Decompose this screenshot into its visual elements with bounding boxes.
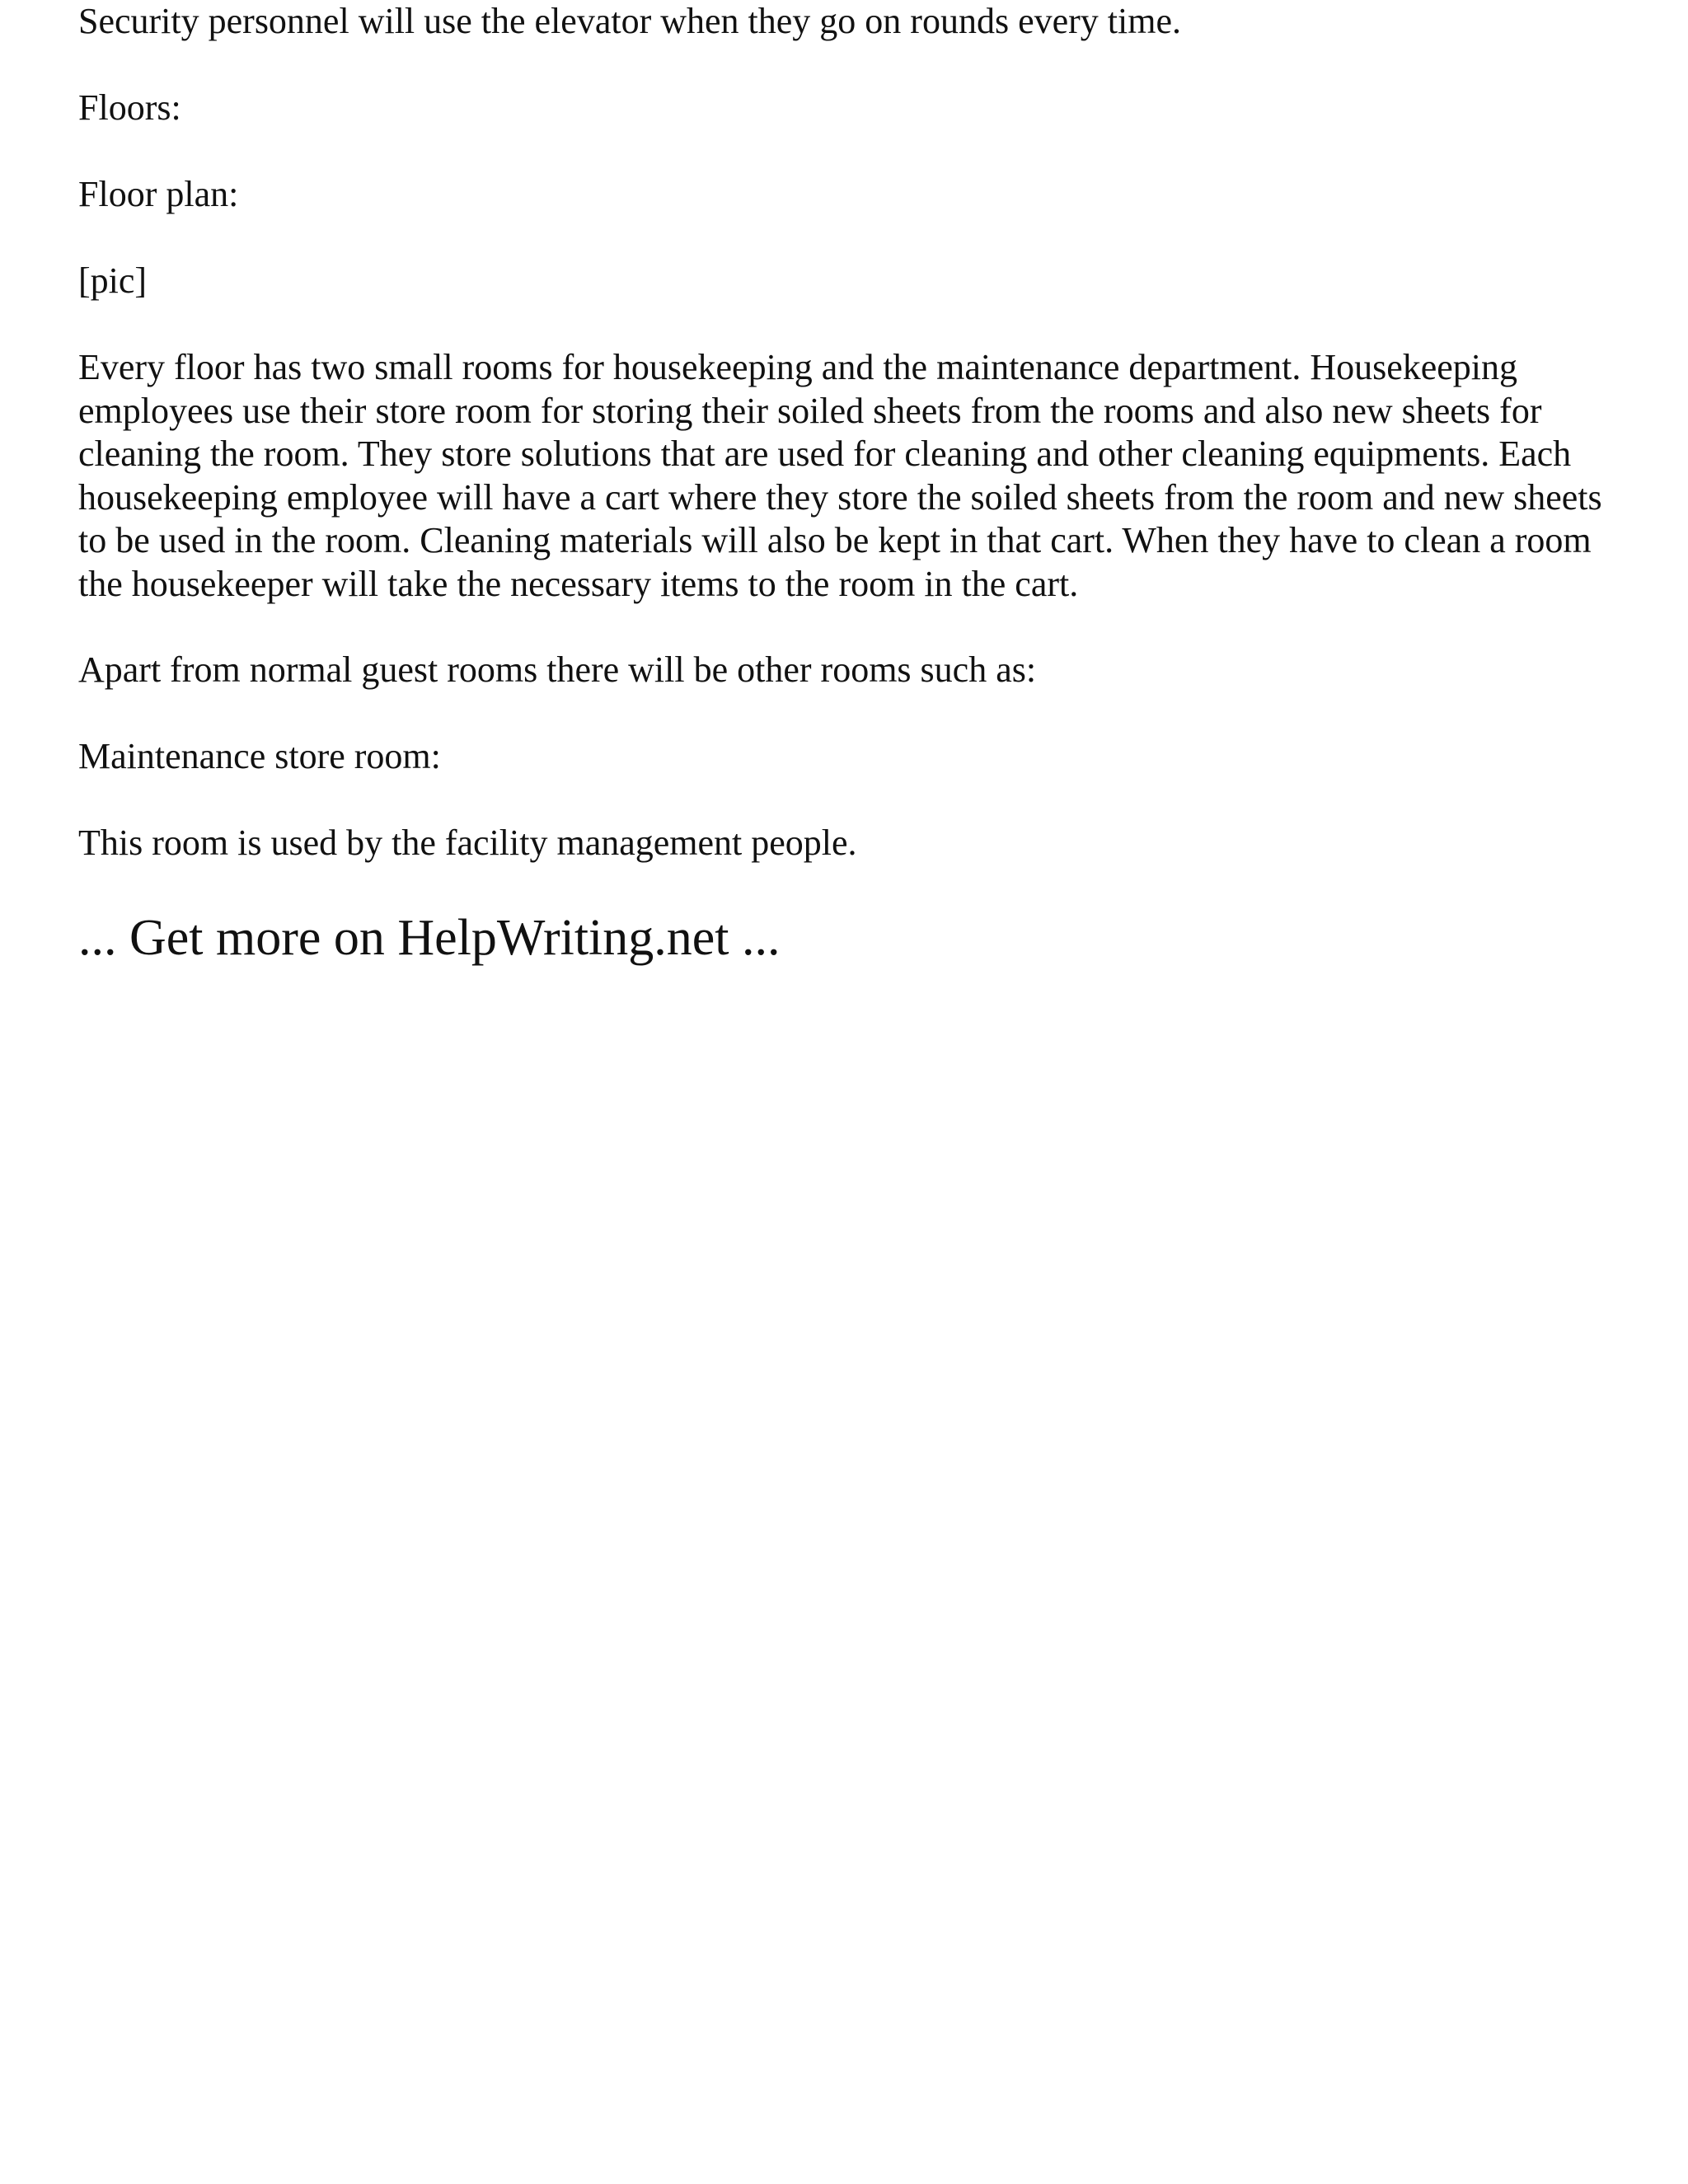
get-more-link[interactable]: ... Get more on HelpWriting.net ... (78, 910, 781, 966)
paragraph-maintenance-store-room-heading: Maintenance store room: (78, 736, 441, 776)
paragraph-floors-heading: Floors: (78, 87, 181, 128)
paragraph-security: Security personnel will use the elevator when they go on rounds every time. (78, 1, 1181, 41)
paragraph-floor-plan-heading: Floor plan: (78, 174, 239, 214)
paragraph-housekeeping: Every floor has two small rooms for housekeeping and the maintenance department. Housekeeping employees use their store room for storing their soiled sheets from the rooms and also new sheets for cleaning the room. They store solutions that are used for cleaning and other cleaning equipments. Each housekeeping employee will have a cart where they store the soiled sheets from the room and new sheets to be used in the room. Cleaning materials will also be kept in that cart. When they have to clean a room the housekeeper will take the necessary items to the room in the cart. (78, 347, 1602, 604)
paragraph-facility-management: This room is used by the facility management people. (78, 823, 857, 863)
paragraph-other-rooms: Apart from normal guest rooms there will be other rooms such as: (78, 649, 1037, 690)
image-placeholder-text: [pic] (78, 260, 148, 301)
